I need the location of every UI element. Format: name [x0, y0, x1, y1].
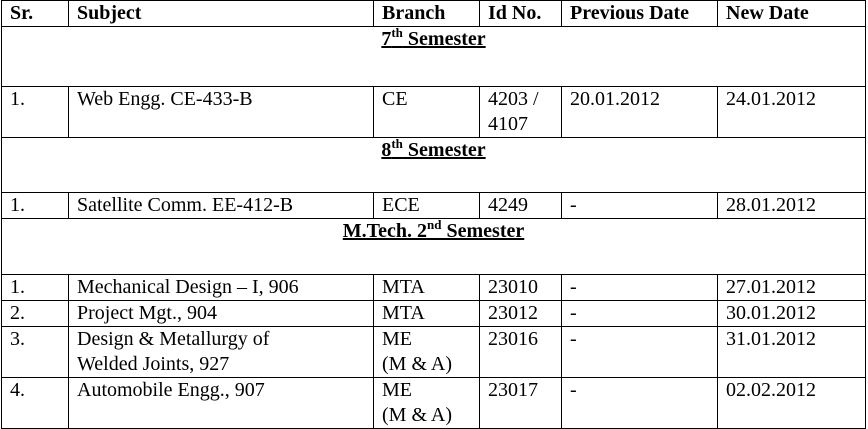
cell-new-date: 24.01.2012 — [718, 87, 866, 138]
cell-branch: MTA — [374, 301, 480, 327]
cell-subject: Satellite Comm. EE-412-B — [69, 193, 374, 219]
cell-previous-date: - — [562, 193, 718, 219]
cell-previous-date: - — [562, 327, 718, 378]
table-row — [2, 327, 866, 378]
cell-branch: ME (M & A) — [374, 378, 480, 429]
cell-id: 23012 — [480, 301, 562, 327]
header-sr: Sr. — [2, 1, 69, 27]
section-title: M.Tech. 2nd Semester — [342, 218, 525, 242]
cell-subject: Web Engg. CE-433-B — [69, 87, 374, 138]
header-previous-date: Previous Date — [562, 1, 718, 27]
cell-sr: 2. — [2, 301, 69, 327]
header-branch: Branch — [374, 1, 480, 27]
table-row — [2, 193, 866, 219]
cell-branch: CE — [374, 87, 480, 138]
table-row — [2, 87, 866, 138]
header-id: Id No. — [480, 1, 562, 27]
cell-subject: Project Mgt., 904 — [69, 301, 374, 327]
table-row — [2, 378, 866, 429]
cell-previous-date: - — [562, 275, 718, 301]
cell-sr: 1. — [2, 275, 69, 301]
section-title: 7th Semester — [381, 26, 486, 50]
header-row — [2, 1, 866, 27]
cell-sr: 1. — [2, 193, 69, 219]
cell-id: 23016 — [480, 327, 562, 378]
cell-new-date: 30.01.2012 — [718, 301, 866, 327]
cell-previous-date: 20.01.2012 — [562, 87, 718, 138]
section-heading-7th-semester — [2, 27, 866, 87]
exam-schedule-table — [1, 0, 866, 429]
table-row — [2, 275, 866, 301]
section-heading-mtech-2nd-semester — [2, 219, 866, 275]
section-title: 8th Semester — [381, 137, 486, 161]
cell-sr: 4. — [2, 378, 69, 429]
cell-branch: MTA — [374, 275, 480, 301]
cell-branch: ME (M & A) — [374, 327, 480, 378]
cell-new-date: 31.01.2012 — [718, 327, 866, 378]
cell-subject: Automobile Engg., 907 — [69, 378, 374, 429]
cell-new-date: 28.01.2012 — [718, 193, 866, 219]
cell-id: 4249 — [480, 193, 562, 219]
cell-subject: Design & Metallurgy of Welded Joints, 927 — [69, 327, 374, 378]
header-new-date: New Date — [718, 1, 866, 27]
section-heading-8th-semester — [2, 138, 866, 193]
header-subject: Subject — [69, 1, 374, 27]
cell-branch: ECE — [374, 193, 480, 219]
table-row — [2, 301, 866, 327]
cell-id: 4203 / 4107 — [480, 87, 562, 138]
cell-previous-date: - — [562, 301, 718, 327]
cell-new-date: 02.02.2012 — [718, 378, 866, 429]
cell-sr: 1. — [2, 87, 69, 138]
cell-new-date: 27.01.2012 — [718, 275, 866, 301]
cell-id: 23017 — [480, 378, 562, 429]
cell-previous-date: - — [562, 378, 718, 429]
cell-subject: Mechanical Design – I, 906 — [69, 275, 374, 301]
cell-id: 23010 — [480, 275, 562, 301]
cell-sr: 3. — [2, 327, 69, 378]
